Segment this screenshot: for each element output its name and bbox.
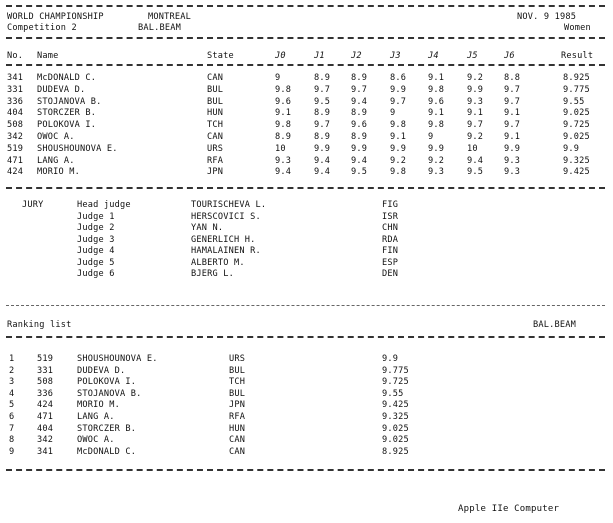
score-j4: 9.3	[428, 167, 445, 178]
ranking-score: 9.025	[382, 423, 409, 434]
col-j5: J5	[467, 51, 478, 61]
ranking-no: 519	[37, 354, 54, 364]
ranking-position: 2	[9, 365, 15, 376]
jury-name: TOURISCHEVA L.	[191, 200, 267, 210]
result-name: LANG A.	[37, 155, 75, 166]
result-total: 9.9	[563, 143, 580, 154]
score-j0: 9.6	[275, 96, 292, 107]
score-j6: 9.1	[504, 108, 521, 119]
score-j5: 9.1	[467, 108, 484, 119]
result-state: JPN	[207, 167, 224, 178]
score-j2: 9.6	[351, 120, 368, 131]
jury-federation: ESP	[382, 257, 399, 268]
score-j6: 9.3	[504, 155, 521, 166]
ranking-no: 424	[37, 400, 54, 411]
result-total: 9.725	[563, 120, 590, 131]
ranking-no: 342	[37, 435, 54, 446]
col-no: No.	[7, 51, 24, 61]
footer-credit: Apple IIe Computer	[458, 504, 560, 514]
jury-role: Judge 4	[77, 246, 115, 256]
event-city: MONTREAL	[148, 12, 191, 22]
result-total: 9.425	[563, 167, 590, 178]
ranking-state: HUN	[229, 423, 246, 434]
score-j5: 9.2	[467, 73, 484, 83]
ranking-name: STORCZER B.	[77, 423, 137, 434]
jury-name: YAN N.	[191, 223, 224, 233]
jury-name: ALBERTO M.	[191, 257, 245, 268]
col-name: Name	[37, 51, 59, 61]
header-rule	[6, 37, 605, 39]
result-name: POLOKOVA I.	[37, 120, 97, 131]
result-no: 508	[7, 120, 24, 131]
score-j0: 8.9	[275, 132, 292, 142]
score-j4: 9.6	[428, 96, 445, 107]
jury-federation: CHN	[382, 223, 399, 233]
score-j3: 9	[390, 108, 396, 119]
jury-role: Judge 6	[77, 269, 115, 279]
result-no: 471	[7, 155, 24, 166]
event-date: NOV. 9 1985	[517, 12, 577, 22]
col-j4: J4	[428, 51, 439, 61]
score-j2: 9.9	[351, 143, 368, 154]
score-j5: 9.3	[467, 96, 484, 107]
result-no: 342	[7, 132, 24, 142]
ranking-state: CAN	[229, 435, 246, 446]
score-j2: 9.4	[351, 96, 368, 107]
result-name: MORIO M.	[37, 167, 80, 178]
result-no: 331	[7, 84, 24, 95]
result-no: 336	[7, 96, 24, 107]
score-j5: 9.2	[467, 132, 484, 142]
score-j0: 9.8	[275, 120, 292, 131]
col-state: State	[207, 51, 234, 61]
result-state: HUN	[207, 108, 224, 119]
result-state: TCH	[207, 120, 224, 131]
competition-label: Competition 2	[7, 23, 77, 33]
ranking-no: 471	[37, 412, 54, 422]
score-j3: 9.9	[390, 84, 407, 95]
score-j1: 9.4	[314, 155, 331, 166]
top-rule	[6, 5, 605, 7]
category-label: Women	[564, 23, 591, 33]
apparatus-label: BAL.BEAM	[138, 23, 181, 33]
ranking-state: RFA	[229, 412, 246, 422]
jury-label: JURY	[22, 200, 44, 210]
score-j0: 9.1	[275, 108, 292, 119]
ranking-position: 7	[9, 423, 15, 434]
score-j4: 9.8	[428, 120, 445, 131]
jury-federation: FIG	[382, 200, 399, 210]
jury-name: BJERG L.	[191, 269, 234, 279]
result-no: 341	[7, 73, 24, 83]
ranking-rule	[6, 336, 605, 338]
ranking-score: 9.775	[382, 365, 409, 376]
jury-federation: DEN	[382, 269, 399, 279]
ranking-name: POLOKOVA I.	[77, 377, 137, 388]
score-j6: 9.3	[504, 167, 521, 178]
score-j4: 9.1	[428, 73, 445, 83]
ranking-score: 9.425	[382, 400, 409, 411]
score-j4: 9.2	[428, 155, 445, 166]
ranking-name: MORIO M.	[77, 400, 120, 411]
ranking-state: URS	[229, 354, 246, 364]
col-j3: J3	[390, 51, 401, 61]
jury-name: GENERLICH H.	[191, 234, 256, 245]
ranking-score: 8.925	[382, 446, 409, 457]
ranking-state: BUL	[229, 365, 246, 376]
ranking-name: OWOC A.	[77, 435, 115, 446]
score-j0: 10	[275, 143, 286, 154]
ranking-apparatus: BAL.BEAM	[533, 320, 576, 330]
score-j2: 9.5	[351, 167, 368, 178]
col-result: Result	[561, 51, 594, 61]
ranking-no: 331	[37, 365, 54, 376]
result-state: CAN	[207, 73, 224, 83]
ranking-position: 1	[9, 354, 15, 364]
score-j6: 9.7	[504, 120, 521, 131]
score-j4: 9	[428, 132, 434, 142]
result-name: DUDEVA D.	[37, 84, 86, 95]
columns-rule	[6, 64, 605, 66]
ranking-position: 6	[9, 412, 15, 422]
score-j2: 8.9	[351, 73, 368, 83]
ranking-position: 3	[9, 377, 15, 388]
score-j1: 9.7	[314, 84, 331, 95]
ranking-no: 508	[37, 377, 54, 388]
result-total: 9.025	[563, 108, 590, 119]
ranking-end-rule	[6, 469, 605, 471]
jury-role: Judge 1	[77, 211, 115, 222]
event-title: WORLD CHAMPIONSHIP	[7, 12, 104, 22]
result-state: BUL	[207, 84, 224, 95]
result-state: CAN	[207, 132, 224, 142]
jury-role: Judge 2	[77, 223, 115, 233]
ranking-score: 9.725	[382, 377, 409, 388]
ranking-no: 341	[37, 446, 54, 457]
ranking-position: 9	[9, 446, 15, 457]
ranking-score: 9.55	[382, 388, 404, 399]
result-total: 9.775	[563, 84, 590, 95]
score-j0: 9.8	[275, 84, 292, 95]
score-j3: 9.2	[390, 155, 407, 166]
result-name: McDONALD C.	[37, 73, 97, 83]
score-j5: 10	[467, 143, 478, 154]
score-j6: 9.9	[504, 143, 521, 154]
ranking-state: TCH	[229, 377, 246, 388]
result-no: 404	[7, 108, 24, 119]
ranking-score: 9.325	[382, 412, 409, 422]
score-j3: 9.1	[390, 132, 407, 142]
ranking-name: LANG A.	[77, 412, 115, 422]
score-j2: 8.9	[351, 108, 368, 119]
jury-name: HERSCOVICI S.	[191, 211, 261, 222]
score-j5: 9.9	[467, 84, 484, 95]
ranking-score: 9.9	[382, 354, 399, 364]
score-j4: 9.9	[428, 143, 445, 154]
jury-federation: ISR	[382, 211, 399, 222]
ranking-no: 336	[37, 388, 54, 399]
result-name: SHOUSHOUNOVA E.	[37, 143, 118, 154]
score-j3: 9.9	[390, 143, 407, 154]
result-state: RFA	[207, 155, 224, 166]
jury-name: HAMALAINEN R.	[191, 246, 261, 256]
ranking-state: BUL	[229, 388, 246, 399]
score-j6: 9.7	[504, 84, 521, 95]
ranking-state: CAN	[229, 446, 246, 457]
col-j0: J0	[275, 51, 286, 61]
jury-role: Head judge	[77, 200, 131, 210]
ranking-name: DUDEVA D.	[77, 365, 126, 376]
score-j6: 9.1	[504, 132, 521, 142]
result-total: 9.55	[563, 96, 585, 107]
score-j6: 9.7	[504, 96, 521, 107]
ranking-name: STOJANOVA B.	[77, 388, 142, 399]
result-total: 9.325	[563, 155, 590, 166]
result-no: 424	[7, 167, 24, 178]
result-state: URS	[207, 143, 224, 154]
score-j1: 9.7	[314, 120, 331, 131]
jury-federation: RDA	[382, 234, 399, 245]
jury-role: Judge 5	[77, 257, 115, 268]
score-j0: 9	[275, 73, 281, 83]
ranking-position: 5	[9, 400, 15, 411]
result-state: BUL	[207, 96, 224, 107]
score-j3: 9.8	[390, 167, 407, 178]
score-j1: 9.9	[314, 143, 331, 154]
result-total: 8.925	[563, 73, 590, 83]
score-j3: 8.6	[390, 73, 407, 83]
ranking-state: JPN	[229, 400, 246, 411]
ranking-position: 8	[9, 435, 15, 446]
ranking-score: 9.025	[382, 435, 409, 446]
score-j1: 8.9	[314, 108, 331, 119]
score-j4: 9.1	[428, 108, 445, 119]
score-j0: 9.4	[275, 167, 292, 178]
result-name: STOJANOVA B.	[37, 96, 102, 107]
score-j2: 8.9	[351, 132, 368, 142]
score-j2: 9.7	[351, 84, 368, 95]
score-j1: 8.9	[314, 73, 331, 83]
col-j1: J1	[314, 51, 325, 61]
result-name: OWOC A.	[37, 132, 75, 142]
col-j6: J6	[504, 51, 515, 61]
score-j3: 9.7	[390, 96, 407, 107]
score-j1: 9.4	[314, 167, 331, 178]
ranking-name: SHOUSHOUNOVA E.	[77, 354, 158, 364]
ranking-name: McDONALD C.	[77, 446, 137, 457]
score-j6: 8.8	[504, 73, 521, 83]
score-j5: 9.5	[467, 167, 484, 178]
score-j1: 8.9	[314, 132, 331, 142]
score-j5: 9.4	[467, 155, 484, 166]
score-j5: 9.7	[467, 120, 484, 131]
result-no: 519	[7, 143, 24, 154]
score-j3: 9.8	[390, 120, 407, 131]
ranking-no: 404	[37, 423, 54, 434]
result-name: STORCZER B.	[37, 108, 97, 119]
results-end-rule	[6, 187, 605, 189]
jury-end-rule	[6, 305, 605, 306]
score-j4: 9.8	[428, 84, 445, 95]
score-j2: 9.4	[351, 155, 368, 166]
jury-role: Judge 3	[77, 234, 115, 245]
score-j1: 9.5	[314, 96, 331, 107]
result-total: 9.025	[563, 132, 590, 142]
ranking-position: 4	[9, 388, 15, 399]
score-j0: 9.3	[275, 155, 292, 166]
col-j2: J2	[351, 51, 362, 61]
jury-federation: FIN	[382, 246, 399, 256]
ranking-title: Ranking list	[7, 320, 72, 330]
